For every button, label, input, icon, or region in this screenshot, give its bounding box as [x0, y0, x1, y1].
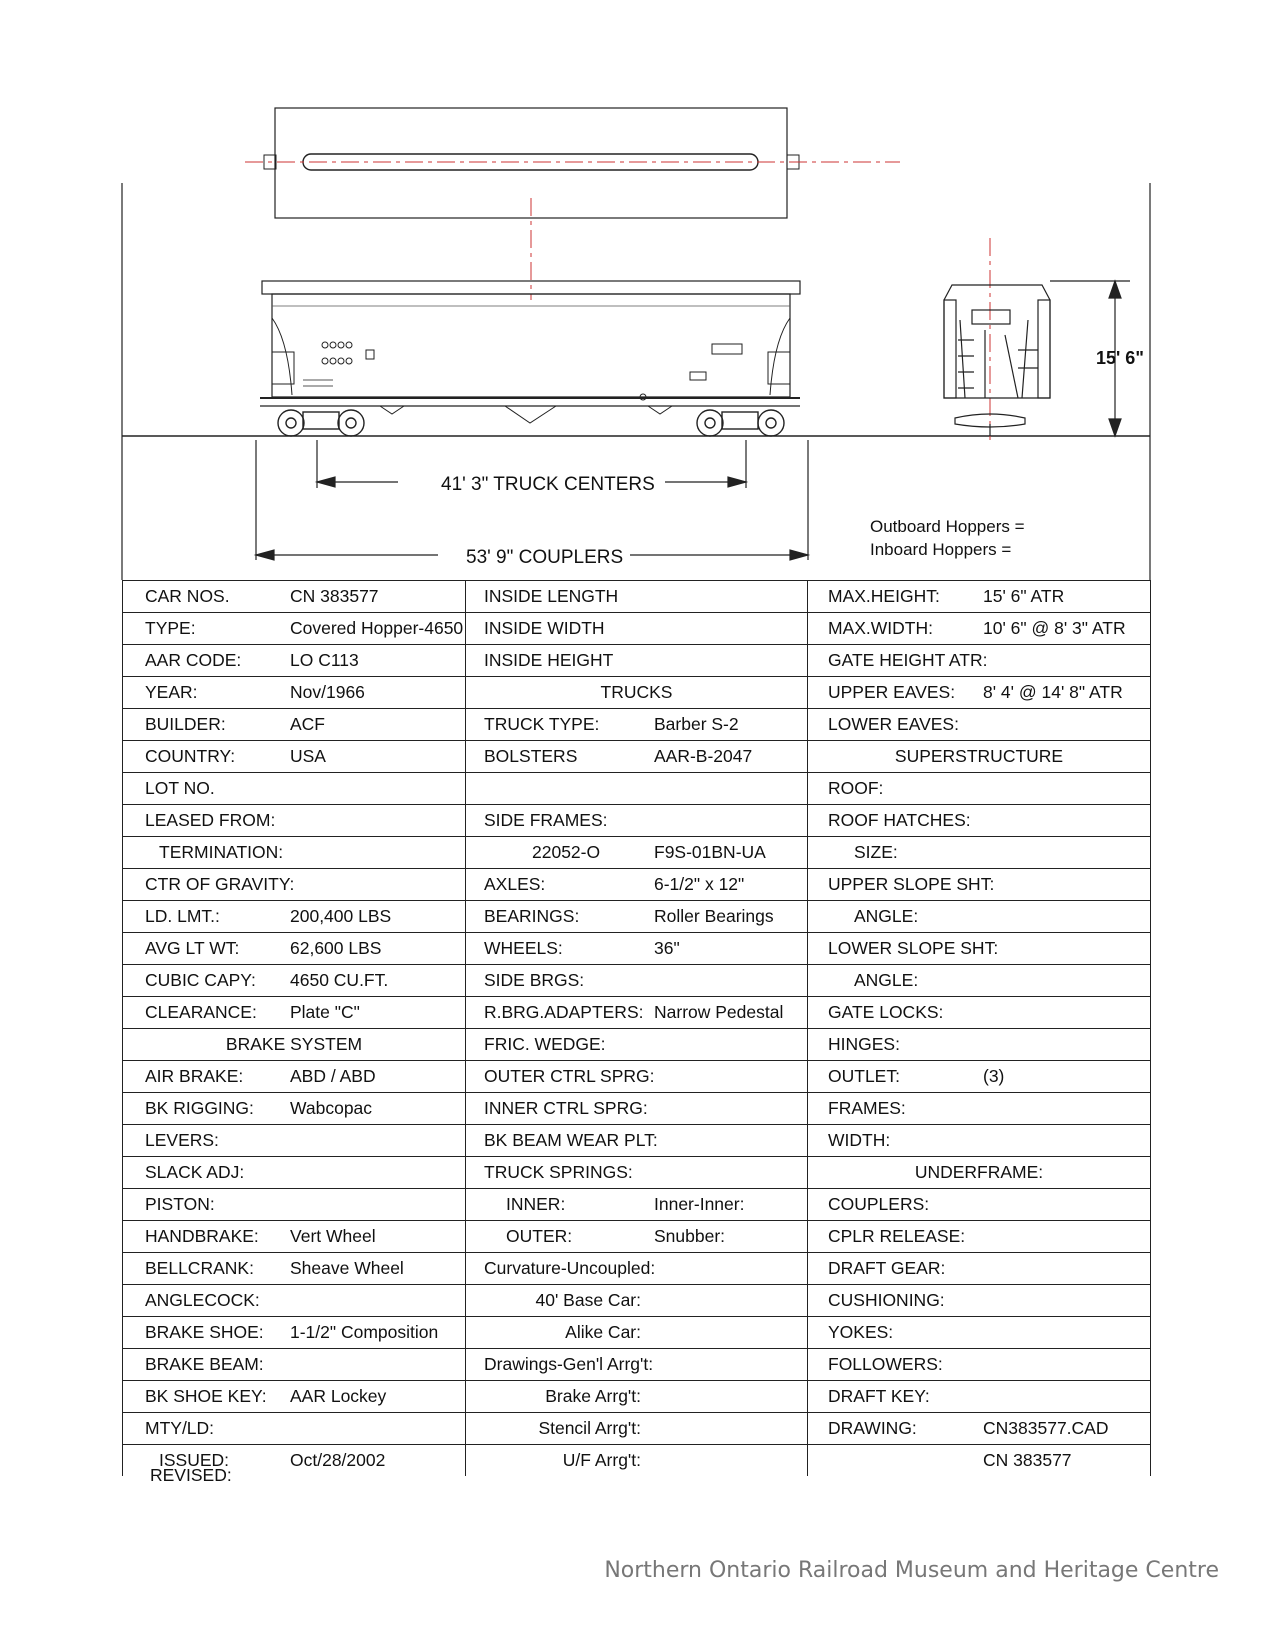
c1-cell	[123, 933, 466, 965]
c2-cell	[466, 1285, 808, 1317]
c1-value: Sheave Wheel	[290, 1258, 404, 1278]
museum-credit: Northern Ontario Railroad Museum and Heritage Centre	[604, 1558, 1219, 1583]
c3-value: 15' 6" ATR	[983, 586, 1065, 606]
c1-value: LO C113	[290, 650, 359, 670]
c1-value: Vert Wheel	[290, 1226, 376, 1246]
c2-label: WHEELS:	[484, 938, 563, 958]
table-row	[123, 645, 1151, 677]
c2-label: OUTER CTRL SPRG:	[484, 1066, 655, 1086]
c1-value: Plate "C"	[290, 1002, 360, 1022]
c1-value: ACF	[290, 714, 325, 734]
c3-label: GATE HEIGHT ATR:	[828, 650, 988, 670]
c1-label: MTY/LD:	[145, 1418, 215, 1438]
c2-label: BEARINGS:	[484, 906, 580, 926]
c2-cell	[466, 645, 808, 677]
c2-label: BOLSTERS	[484, 746, 578, 766]
c3-label: ROOF:	[828, 778, 884, 798]
table-row	[123, 1317, 1151, 1349]
c1-cell	[123, 997, 466, 1029]
c1-label: AAR CODE:	[145, 650, 242, 670]
table-row	[123, 1413, 1151, 1445]
c3-label: UPPER EAVES:	[828, 682, 956, 702]
c2-cell	[466, 1317, 808, 1349]
table-row	[123, 965, 1151, 997]
c1-label: YEAR:	[145, 682, 198, 702]
c1-value: ABD / ABD	[290, 1066, 376, 1086]
c2-value: 36"	[654, 938, 680, 958]
c3-cell	[808, 741, 1151, 773]
c1-value: CN 383577	[290, 586, 379, 606]
c3-label: DRAFT KEY:	[828, 1386, 930, 1406]
c1-cell	[123, 837, 466, 869]
c1-cell	[123, 805, 466, 837]
c1-label: BUILDER:	[145, 714, 226, 734]
c1-value: Covered Hopper-4650	[290, 618, 464, 638]
c2-label: Curvature-Uncoupled:	[484, 1258, 656, 1278]
outboard-hoppers-label: Outboard Hoppers =	[870, 517, 1025, 536]
c2-label: TRUCKS	[600, 682, 673, 702]
c3-label: YOKES:	[828, 1322, 894, 1342]
spec-table	[122, 580, 1151, 1476]
c3-cell	[808, 1349, 1151, 1381]
c1-label: LD. LMT.:	[145, 906, 220, 926]
table-row	[123, 1381, 1151, 1413]
c1-label: LEASED FROM:	[145, 810, 276, 830]
c1-cell	[123, 677, 466, 709]
c1-value: 200,400 LBS	[290, 906, 392, 926]
side-elevation	[260, 281, 800, 436]
c1-label: BELLCRANK:	[145, 1258, 254, 1278]
table-row	[123, 933, 1151, 965]
c3-label: UNDERFRAME:	[914, 1162, 1044, 1182]
c3-label: MAX.HEIGHT:	[828, 586, 940, 606]
table-row	[123, 709, 1151, 741]
c2-cell	[466, 581, 808, 613]
c3-cell	[808, 1285, 1151, 1317]
c3-label: SUPERSTRUCTURE	[894, 746, 1064, 766]
c3-cell	[808, 965, 1151, 997]
c2-cell	[466, 1253, 808, 1285]
c3-cell	[808, 1381, 1151, 1413]
table-row	[123, 805, 1151, 837]
c3-value: CN383577.CAD	[983, 1418, 1109, 1438]
table-row	[123, 613, 1151, 645]
c3-label: HINGES:	[828, 1034, 900, 1054]
c1-cell	[123, 613, 466, 645]
c2-label: Stencil Arrg't:	[538, 1418, 641, 1438]
c2-label: 40' Base Car:	[535, 1290, 641, 1310]
c1-label: TYPE:	[145, 618, 196, 638]
c1-cell	[123, 901, 466, 933]
c1-label: ISSUED:	[159, 1450, 230, 1470]
hopper-car-drawing	[0, 0, 1275, 590]
c3-cell	[808, 613, 1151, 645]
c2-cell	[466, 1125, 808, 1157]
c1-cell	[123, 1125, 466, 1157]
c2-cell	[466, 677, 808, 709]
c3-cell	[808, 805, 1151, 837]
plan-view	[245, 108, 900, 300]
c2-cell	[466, 1445, 808, 1477]
c3-cell	[808, 1413, 1151, 1445]
c2-label: INSIDE LENGTH	[484, 586, 619, 606]
c1-label: BRAKE BEAM:	[145, 1354, 264, 1374]
c1-cell	[123, 1285, 466, 1317]
c1-cell	[123, 1093, 466, 1125]
c3-label: CPLR RELEASE:	[828, 1226, 966, 1246]
c2-value: F9S-01BN-UA	[654, 842, 766, 862]
c3-cell	[808, 901, 1151, 933]
c1-cell	[123, 1221, 466, 1253]
c2-label: INNER CTRL SPRG:	[484, 1098, 648, 1118]
c3-cell	[808, 997, 1151, 1029]
c1-label: AVG LT WT:	[145, 938, 240, 958]
c2-value: Narrow Pedestal	[654, 1002, 784, 1022]
c1-cell	[123, 1413, 466, 1445]
c3-label: CUSHIONING:	[828, 1290, 945, 1310]
c1-cell	[123, 1029, 466, 1061]
c2-label: OUTER:	[506, 1226, 573, 1246]
c2-label: R.BRG.ADAPTERS:	[484, 1002, 644, 1022]
table-row	[123, 581, 1151, 613]
table-row	[123, 1253, 1151, 1285]
height-dim-label: 15' 6"	[1096, 348, 1144, 368]
c3-cell	[808, 581, 1151, 613]
truck-centers-label: 41' 3" TRUCK CENTERS	[441, 474, 655, 495]
c1-label: COUNTRY:	[145, 746, 236, 766]
c3-cell	[808, 1093, 1151, 1125]
c3-cell	[808, 1157, 1151, 1189]
c2-label: U/F Arrg't:	[562, 1450, 641, 1470]
c2-label: INSIDE HEIGHT	[484, 650, 614, 670]
c3-label: ANGLE:	[854, 970, 919, 990]
c1-cell	[123, 581, 466, 613]
c3-cell	[808, 1029, 1151, 1061]
c2-cell	[466, 1093, 808, 1125]
c3-value: 8' 4' @ 14' 8" ATR	[983, 682, 1123, 702]
c2-value: Snubber:	[654, 1226, 726, 1246]
end-view	[944, 238, 1050, 440]
c3-label: FOLLOWERS:	[828, 1354, 943, 1374]
couplers-label: 53' 9" COUPLERS	[466, 547, 624, 568]
c2-label: Alike Car:	[565, 1322, 641, 1342]
c3-cell	[808, 1317, 1151, 1349]
c3-label: LOWER EAVES:	[828, 714, 959, 734]
c3-cell	[808, 709, 1151, 741]
c3-label: FRAMES:	[828, 1098, 906, 1118]
c3-label: MAX.WIDTH:	[828, 618, 933, 638]
couplers-dimension	[256, 440, 808, 560]
c3-label: DRAWING:	[828, 1418, 917, 1438]
c3-label: GATE LOCKS:	[828, 1002, 944, 1022]
c3-cell	[808, 645, 1151, 677]
c3-cell	[808, 1221, 1151, 1253]
table-row	[123, 1445, 1151, 1477]
c1-cell	[123, 1381, 466, 1413]
c1-label: BRAKE SHOE:	[145, 1322, 264, 1342]
c1-label: BK RIGGING:	[145, 1098, 254, 1118]
c1-value: 62,600 LBS	[290, 938, 382, 958]
c1-label: TERMINATION:	[159, 842, 284, 862]
truck-left	[278, 410, 364, 436]
c1-cell	[123, 1317, 466, 1349]
c2-cell	[466, 901, 808, 933]
c1-cell	[123, 1189, 466, 1221]
c2-cell	[466, 613, 808, 645]
c1-label: HANDBRAKE:	[145, 1226, 259, 1246]
c3-value: (3)	[983, 1066, 1005, 1086]
inboard-hoppers-label: Inboard Hoppers =	[870, 540, 1012, 559]
revised-label: REVISED:	[150, 1465, 232, 1485]
c1-value: Nov/1966	[290, 682, 365, 702]
c2-cell	[466, 741, 808, 773]
table-row	[123, 1093, 1151, 1125]
c3-label: DRAFT GEAR:	[828, 1258, 946, 1278]
c2-label: BK BEAM WEAR PLT:	[484, 1130, 658, 1150]
c1-label: ANGLECOCK:	[145, 1290, 260, 1310]
c1-cell	[123, 1349, 466, 1381]
c3-label: OUTLET:	[828, 1066, 900, 1086]
c3-label: ANGLE:	[854, 906, 919, 926]
table-row	[123, 1285, 1151, 1317]
c2-value: AAR-B-2047	[654, 746, 753, 766]
c2-cell	[466, 1349, 808, 1381]
c1-cell	[123, 645, 466, 677]
table-row	[123, 677, 1151, 709]
c2-cell	[466, 1221, 808, 1253]
c2-cell	[466, 997, 808, 1029]
c3-cell	[808, 773, 1151, 805]
c2-cell	[466, 805, 808, 837]
c2-label: TRUCK SPRINGS:	[484, 1162, 633, 1182]
c2-cell	[466, 933, 808, 965]
c2-value: Barber S-2	[654, 714, 739, 734]
c1-cell	[123, 773, 466, 805]
c1-label: BK SHOE KEY:	[145, 1386, 267, 1406]
table-row	[123, 901, 1151, 933]
c3-label: UPPER SLOPE SHT:	[828, 874, 995, 894]
c3-cell	[808, 1445, 1151, 1477]
c3-label: COUPLERS:	[828, 1194, 930, 1214]
c2-label: INNER:	[506, 1194, 566, 1214]
c1-value: Wabcopac	[290, 1098, 373, 1118]
c2-value: 6-1/2" x 12"	[654, 874, 745, 894]
c1-label: CTR OF GRAVITY:	[145, 874, 295, 894]
c2-cell	[466, 1189, 808, 1221]
c2-cell	[466, 1061, 808, 1093]
c2-cell	[466, 965, 808, 997]
c1-cell	[123, 1061, 466, 1093]
c2-label: Drawings-Gen'l Arrg't:	[484, 1354, 654, 1374]
c2-cell	[466, 1157, 808, 1189]
c2-label: FRIC. WEDGE:	[484, 1034, 606, 1054]
c3-value: CN 383577	[983, 1450, 1072, 1470]
c3-cell	[808, 1253, 1151, 1285]
table-row	[123, 1221, 1151, 1253]
c1-label: LEVERS:	[145, 1130, 219, 1150]
c2-cell	[466, 1029, 808, 1061]
c3-label: WIDTH:	[828, 1130, 891, 1150]
c2-value: Inner-Inner:	[654, 1194, 745, 1214]
c2-label: Brake Arrg't:	[545, 1386, 641, 1406]
c2-label: AXLES:	[484, 874, 546, 894]
c2-cell	[466, 709, 808, 741]
c3-label: ROOF HATCHES:	[828, 810, 971, 830]
table-row	[123, 1029, 1151, 1061]
c2-label: SIDE BRGS:	[484, 970, 585, 990]
c3-cell	[808, 677, 1151, 709]
table-row	[123, 1189, 1151, 1221]
c2-label: 22052-O	[532, 842, 601, 862]
c3-label: SIZE:	[854, 842, 898, 862]
table-row	[123, 773, 1151, 805]
c1-cell	[123, 1157, 466, 1189]
c1-label: CLEARANCE:	[145, 1002, 257, 1022]
c1-label: BRAKE SYSTEM	[225, 1034, 363, 1054]
c1-label: SLACK ADJ:	[145, 1162, 245, 1182]
table-row	[123, 869, 1151, 901]
table-row	[123, 1349, 1151, 1381]
table-row	[123, 1157, 1151, 1189]
c2-label: SIDE FRAMES:	[484, 810, 608, 830]
c1-cell	[123, 1253, 466, 1285]
table-row	[123, 1061, 1151, 1093]
table-row	[123, 1125, 1151, 1157]
c2-cell	[466, 869, 808, 901]
c1-value: AAR Lockey	[290, 1386, 387, 1406]
c3-cell	[808, 869, 1151, 901]
c1-value: 1-1/2" Composition	[290, 1322, 439, 1342]
c3-cell	[808, 837, 1151, 869]
c2-cell	[466, 837, 808, 869]
c3-cell	[808, 1125, 1151, 1157]
c2-cell	[466, 1413, 808, 1445]
table-row	[123, 837, 1151, 869]
c2-label: INSIDE WIDTH	[484, 618, 605, 638]
c1-value: USA	[290, 746, 326, 766]
c2-cell	[466, 1381, 808, 1413]
c1-label: AIR BRAKE:	[145, 1066, 244, 1086]
c1-label: CAR NOS.	[145, 586, 230, 606]
c1-cell	[123, 709, 466, 741]
c1-cell	[123, 965, 466, 997]
c1-label: PISTON:	[145, 1194, 215, 1214]
c3-label: LOWER SLOPE SHT:	[828, 938, 999, 958]
c1-label: CUBIC CAPY:	[145, 970, 256, 990]
table-row	[123, 741, 1151, 773]
c1-value: Oct/28/2002	[290, 1450, 386, 1470]
c3-cell	[808, 1189, 1151, 1221]
truck-right	[697, 410, 784, 436]
c1-value: 4650 CU.FT.	[290, 970, 389, 990]
c1-cell	[123, 741, 466, 773]
c1-label: LOT NO.	[145, 778, 215, 798]
c3-cell	[808, 1061, 1151, 1093]
table-row	[123, 997, 1151, 1029]
c3-value: 10' 6" @ 8' 3" ATR	[983, 618, 1126, 638]
c3-cell	[808, 933, 1151, 965]
c1-cell	[123, 869, 466, 901]
c2-label: TRUCK TYPE:	[484, 714, 600, 734]
c2-value: Roller Bearings	[654, 906, 774, 926]
c2-cell	[466, 773, 808, 805]
